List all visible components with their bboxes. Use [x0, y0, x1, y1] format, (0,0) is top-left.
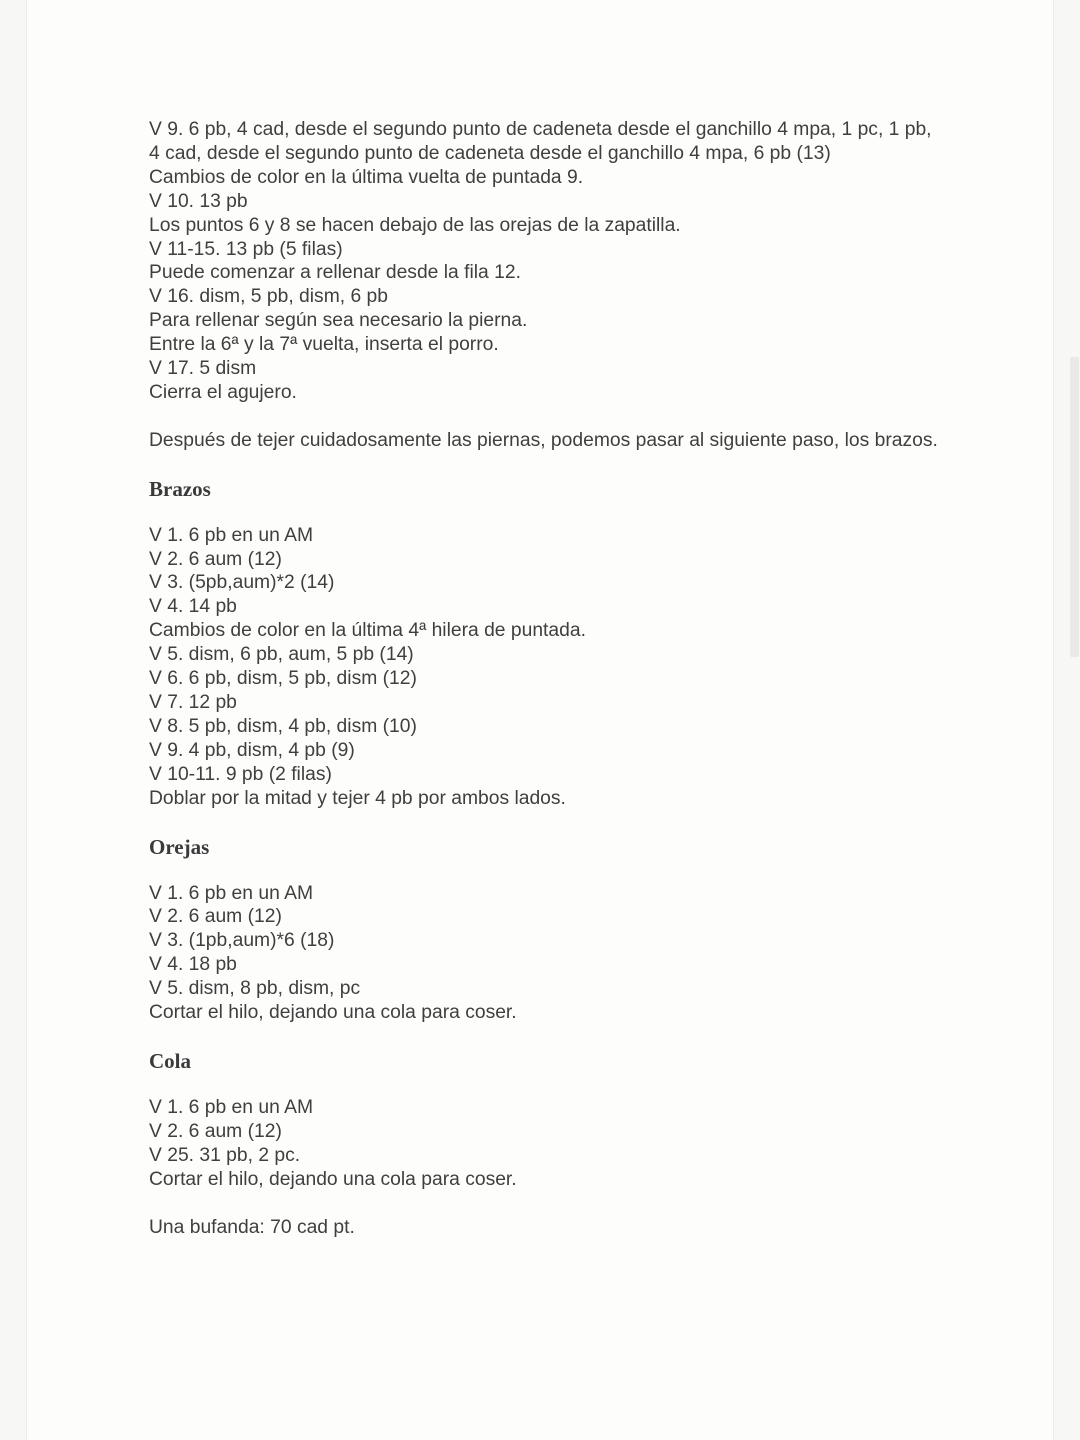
instruction-line: V 5. dism, 8 pb, dism, pc — [149, 978, 361, 1000]
instruction-line: Para rellenar según sea necesario la pierna. — [149, 310, 528, 332]
instruction-line: V 2. 6 aum (12) — [149, 548, 282, 570]
document-page — [26, 0, 1054, 1440]
spacer — [149, 811, 939, 833]
instruction-line: V 4. 14 pb — [149, 596, 237, 618]
instruction-line: Cierra el agujero. — [149, 381, 297, 403]
spacer — [149, 860, 939, 882]
spacer — [149, 1025, 939, 1047]
section-heading-ears: Orejas — [149, 834, 210, 859]
section-heading-tail: Cola — [149, 1048, 191, 1073]
scarf-note: Una bufanda: 70 cad pt. — [149, 1216, 355, 1238]
instruction-line: V 3. (5pb,aum)*2 (14) — [149, 572, 335, 594]
instruction-line: V 1. 6 pb en un AM — [149, 524, 314, 546]
spacer — [149, 405, 939, 429]
instruction-line: Cortar el hilo, dejando una cola para coser. — [149, 1002, 517, 1024]
instruction-line: V 1. 6 pb en un AM — [149, 1096, 314, 1118]
instruction-line: V 10. 13 pb — [149, 190, 248, 212]
instruction-line: Entre la 6ª y la 7ª vuelta, inserta el porro. — [149, 334, 499, 356]
spacer — [149, 453, 939, 475]
instruction-line: V 9. 6 pb, 4 cad, desde el segundo punto de cadeneta desde el ganchillo 4 mpa, 1 pc, 1 pb, 4 cad, desde el segundo punto de cadeneta desde el ganchillo 4 mpa, 6 pb (13) — [149, 119, 932, 164]
spacer — [149, 1074, 939, 1096]
spacer — [149, 502, 939, 524]
instruction-line: V 17. 5 dism — [149, 358, 257, 380]
instruction-line: V 10-11. 9 pb (2 filas) — [149, 763, 332, 785]
instruction-line: Cambios de color en la última vuelta de puntada 9. — [149, 166, 584, 188]
pattern-content — [149, 118, 939, 1239]
instruction-line: V 7. 12 pb — [149, 692, 237, 714]
instruction-line: V 8. 5 pb, dism, 4 pb, dism (10) — [149, 715, 417, 737]
instruction-line: Doblar por la mitad y tejer 4 pb por ambos lados. — [149, 787, 566, 809]
instruction-line: V 16. dism, 5 pb, dism, 6 pb — [149, 286, 388, 308]
spacer — [149, 1192, 939, 1216]
instruction-line: V 5. dism, 6 pb, aum, 5 pb (14) — [149, 644, 414, 666]
instruction-line: Puede comenzar a rellenar desde la fila 12. — [149, 262, 521, 284]
instruction-line: V 2. 6 aum (12) — [149, 906, 282, 928]
scrollbar-thumb[interactable] — [1070, 357, 1079, 657]
instruction-line: V 9. 4 pb, dism, 4 pb (9) — [149, 739, 355, 761]
tail-instructions — [149, 1096, 939, 1239]
legs-closing-paragraph: Después de tejer cuidadosamente las piernas, podemos pasar al siguiente paso, los brazos. — [149, 429, 938, 451]
instruction-line: V 11-15. 13 pb (5 filas) — [149, 238, 343, 260]
instruction-line: V 1. 6 pb en un AM — [149, 882, 314, 904]
legs-instructions — [149, 118, 939, 453]
ears-instructions — [149, 882, 939, 1025]
instruction-line: Cambios de color en la última 4ª hilera de puntada. — [149, 620, 586, 642]
instruction-line: V 6. 6 pb, dism, 5 pb, dism (12) — [149, 668, 417, 690]
instruction-line: V 25. 31 pb, 2 pc. — [149, 1144, 301, 1166]
instruction-line: V 4. 18 pb — [149, 954, 237, 976]
arms-instructions — [149, 524, 939, 811]
scrollbar[interactable] — [1068, 0, 1080, 1440]
instruction-line: V 2. 6 aum (12) — [149, 1120, 282, 1142]
instruction-line: V 3. (1pb,aum)*6 (18) — [149, 930, 335, 952]
instruction-line: Los puntos 6 y 8 se hacen debajo de las orejas de la zapatilla. — [149, 214, 681, 236]
instruction-line: Cortar el hilo, dejando una cola para coser. — [149, 1168, 517, 1190]
section-heading-arms: Brazos — [149, 476, 211, 501]
